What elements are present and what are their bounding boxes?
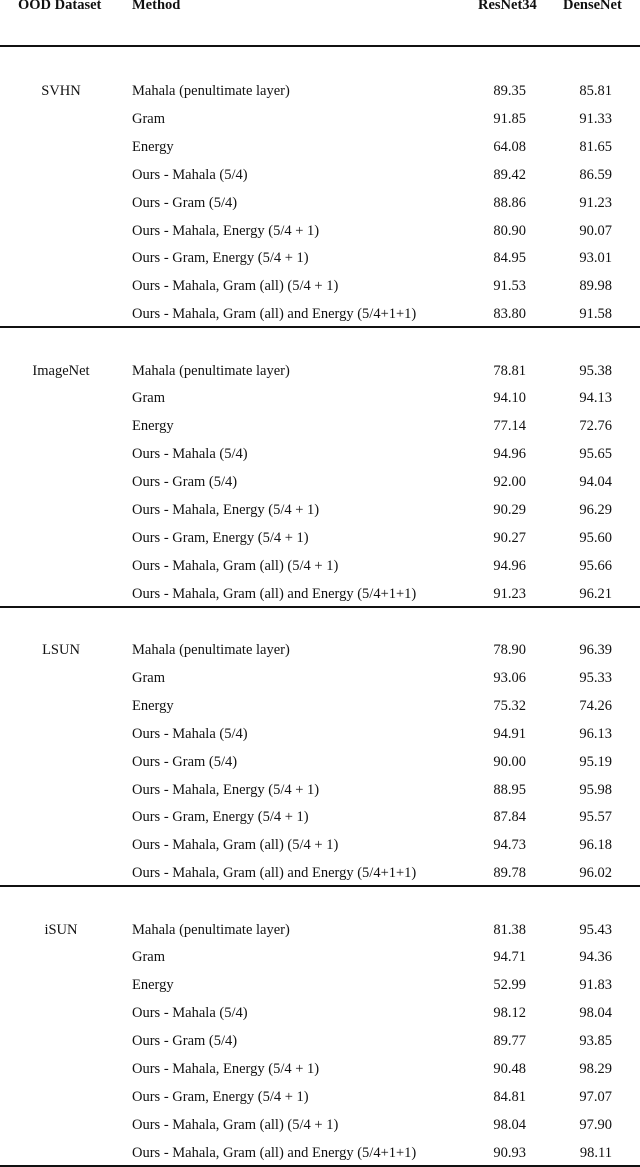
method-cell: Gram bbox=[132, 949, 166, 966]
resnet34-value: 89.77 bbox=[493, 1033, 526, 1050]
densenet-value: 95.98 bbox=[579, 781, 612, 798]
method-cell: Ours - Gram, Energy (5/4 + 1) bbox=[132, 250, 309, 267]
resnet34-value: 78.90 bbox=[493, 642, 526, 658]
resnet34-value: 77.14 bbox=[493, 418, 526, 435]
method-cell: Ours - Mahala, Gram (all) and Energy (5/4+1+1) bbox=[132, 865, 417, 882]
densenet-value: 95.33 bbox=[579, 669, 612, 686]
group-rule bbox=[0, 326, 640, 328]
densenet-value: 95.43 bbox=[579, 921, 612, 938]
densenet-value: 95.38 bbox=[579, 362, 612, 379]
densenet-value: 98.04 bbox=[579, 1005, 612, 1022]
method-cell: Energy bbox=[132, 138, 174, 155]
method-cell: Ours - Mahala, Gram (all) (5/4 + 1) bbox=[132, 1116, 339, 1133]
resnet34-value: 88.86 bbox=[493, 194, 526, 211]
densenet-value: 96.02 bbox=[579, 865, 612, 882]
densenet-value: 94.36 bbox=[579, 949, 612, 966]
method-cell: Ours - Mahala, Gram (all) and Energy (5/4+1+1) bbox=[132, 585, 417, 602]
header-method: Method bbox=[132, 0, 181, 13]
method-cell: Ours - Mahala, Gram (all) (5/4 + 1) bbox=[132, 278, 339, 295]
resnet34-value: 89.78 bbox=[493, 865, 526, 882]
densenet-value: 95.65 bbox=[579, 446, 612, 463]
dataset-label: iSUN bbox=[44, 921, 78, 938]
resnet34-value: 92.00 bbox=[493, 474, 526, 491]
method-cell: Ours - Mahala, Gram (all) (5/4 + 1) bbox=[132, 837, 339, 854]
method-cell: Ours - Mahala (5/4) bbox=[132, 446, 248, 463]
resnet34-value: 90.27 bbox=[493, 529, 526, 546]
header-ood-dataset: OOD Dataset bbox=[18, 0, 102, 13]
densenet-value: 96.21 bbox=[579, 585, 612, 602]
method-cell: Ours - Gram (5/4) bbox=[132, 474, 238, 491]
method-cell: Ours - Mahala (5/4) bbox=[132, 166, 248, 183]
resnet34-value: 84.81 bbox=[493, 1088, 526, 1105]
densenet-value: 81.65 bbox=[579, 138, 612, 155]
resnet34-value: 91.53 bbox=[493, 278, 526, 295]
dataset-label: SVHN bbox=[41, 83, 81, 99]
resnet34-value: 90.93 bbox=[493, 1144, 526, 1161]
method-cell: Ours - Mahala, Gram (all) and Energy (5/4+1+1) bbox=[132, 306, 417, 323]
resnet34-value: 94.73 bbox=[493, 837, 526, 854]
densenet-value: 89.98 bbox=[579, 278, 612, 295]
resnet34-value: 90.29 bbox=[493, 502, 526, 518]
densenet-value: 91.83 bbox=[579, 977, 612, 994]
resnet34-value: 91.85 bbox=[493, 110, 526, 127]
densenet-value: 93.85 bbox=[579, 1033, 612, 1050]
method-cell: Ours - Mahala, Energy (5/4 + 1) bbox=[132, 781, 320, 798]
group-rule bbox=[0, 1165, 640, 1167]
method-cell: Energy bbox=[132, 418, 174, 435]
resnet34-value: 91.23 bbox=[493, 585, 526, 602]
method-cell: Ours - Gram (5/4) bbox=[132, 194, 238, 211]
group-rule bbox=[0, 606, 640, 608]
resnet34-value: 94.91 bbox=[493, 725, 526, 742]
densenet-value: 95.60 bbox=[579, 529, 612, 546]
resnet34-value: 89.35 bbox=[493, 83, 526, 99]
densenet-value: 97.07 bbox=[579, 1088, 612, 1105]
method-cell: Ours - Mahala, Energy (5/4 + 1) bbox=[132, 1061, 320, 1077]
resnet34-value: 93.06 bbox=[493, 669, 526, 686]
resnet34-value: 94.96 bbox=[493, 557, 526, 574]
method-cell: Ours - Gram, Energy (5/4 + 1) bbox=[132, 809, 309, 826]
resnet34-value: 80.90 bbox=[493, 222, 526, 239]
method-cell: Ours - Mahala, Energy (5/4 + 1) bbox=[132, 222, 320, 239]
method-cell: Mahala (penultimate layer) bbox=[132, 642, 290, 658]
densenet-value: 91.58 bbox=[579, 306, 612, 323]
densenet-value: 91.33 bbox=[579, 110, 612, 127]
method-cell: Ours - Mahala, Gram (all) (5/4 + 1) bbox=[132, 557, 339, 574]
method-cell: Mahala (penultimate layer) bbox=[132, 362, 290, 379]
resnet34-value: 83.80 bbox=[493, 306, 526, 323]
densenet-value: 86.59 bbox=[579, 166, 612, 183]
densenet-value: 95.19 bbox=[579, 753, 612, 770]
densenet-value: 95.66 bbox=[579, 557, 612, 574]
resnet34-value: 98.04 bbox=[493, 1116, 526, 1133]
header-densenet: DenseNet bbox=[563, 0, 622, 13]
densenet-value: 96.18 bbox=[579, 837, 612, 854]
method-cell: Ours - Gram (5/4) bbox=[132, 753, 238, 770]
method-cell: Ours - Gram (5/4) bbox=[132, 1033, 238, 1050]
densenet-value: 85.81 bbox=[579, 83, 612, 99]
densenet-value: 96.39 bbox=[579, 642, 612, 658]
resnet34-value: 52.99 bbox=[493, 977, 526, 994]
method-cell: Ours - Mahala, Energy (5/4 + 1) bbox=[132, 502, 320, 518]
method-cell: Ours - Mahala, Gram (all) and Energy (5/4+1+1) bbox=[132, 1144, 417, 1161]
method-cell: Ours - Gram, Energy (5/4 + 1) bbox=[132, 529, 309, 546]
header-rule bbox=[0, 45, 640, 47]
dataset-label: ImageNet bbox=[32, 362, 90, 379]
densenet-value: 94.13 bbox=[579, 390, 612, 407]
densenet-value: 90.07 bbox=[579, 222, 612, 239]
densenet-value: 94.04 bbox=[579, 474, 612, 491]
densenet-value: 96.29 bbox=[579, 502, 612, 518]
resnet34-value: 78.81 bbox=[493, 362, 526, 379]
header-resnet34: ResNet34 bbox=[478, 0, 537, 13]
resnet34-value: 87.84 bbox=[493, 809, 526, 826]
resnet34-value: 81.38 bbox=[493, 921, 526, 938]
method-cell: Ours - Mahala (5/4) bbox=[132, 725, 248, 742]
method-cell: Mahala (penultimate layer) bbox=[132, 83, 290, 99]
method-cell: Gram bbox=[132, 669, 166, 686]
group-rule bbox=[0, 885, 640, 887]
resnet34-value: 94.71 bbox=[493, 949, 526, 966]
resnet34-value: 98.12 bbox=[493, 1005, 526, 1022]
method-cell: Ours - Gram, Energy (5/4 + 1) bbox=[132, 1088, 309, 1105]
method-cell: Ours - Mahala (5/4) bbox=[132, 1005, 248, 1022]
method-cell: Mahala (penultimate layer) bbox=[132, 921, 290, 938]
densenet-value: 96.13 bbox=[579, 725, 612, 742]
densenet-value: 98.29 bbox=[579, 1061, 612, 1077]
resnet34-value: 75.32 bbox=[493, 697, 526, 714]
densenet-value: 72.76 bbox=[579, 418, 612, 435]
resnet34-value: 90.00 bbox=[493, 753, 526, 770]
method-cell: Gram bbox=[132, 390, 166, 407]
densenet-value: 98.11 bbox=[579, 1144, 612, 1161]
densenet-value: 97.90 bbox=[579, 1116, 612, 1133]
resnet34-value: 88.95 bbox=[493, 781, 526, 798]
densenet-value: 95.57 bbox=[579, 809, 612, 826]
resnet34-value: 94.10 bbox=[493, 390, 526, 407]
resnet34-value: 89.42 bbox=[493, 166, 526, 183]
resnet34-value: 84.95 bbox=[493, 250, 526, 267]
method-cell: Gram bbox=[132, 110, 166, 127]
method-cell: Energy bbox=[132, 697, 174, 714]
resnet34-value: 64.08 bbox=[493, 138, 526, 155]
dataset-label: LSUN bbox=[42, 642, 80, 658]
resnet34-value: 90.48 bbox=[493, 1061, 526, 1077]
resnet34-value: 94.96 bbox=[493, 446, 526, 463]
densenet-value: 91.23 bbox=[579, 194, 612, 211]
densenet-value: 93.01 bbox=[579, 250, 612, 267]
densenet-value: 74.26 bbox=[579, 697, 612, 714]
method-cell: Energy bbox=[132, 977, 174, 994]
